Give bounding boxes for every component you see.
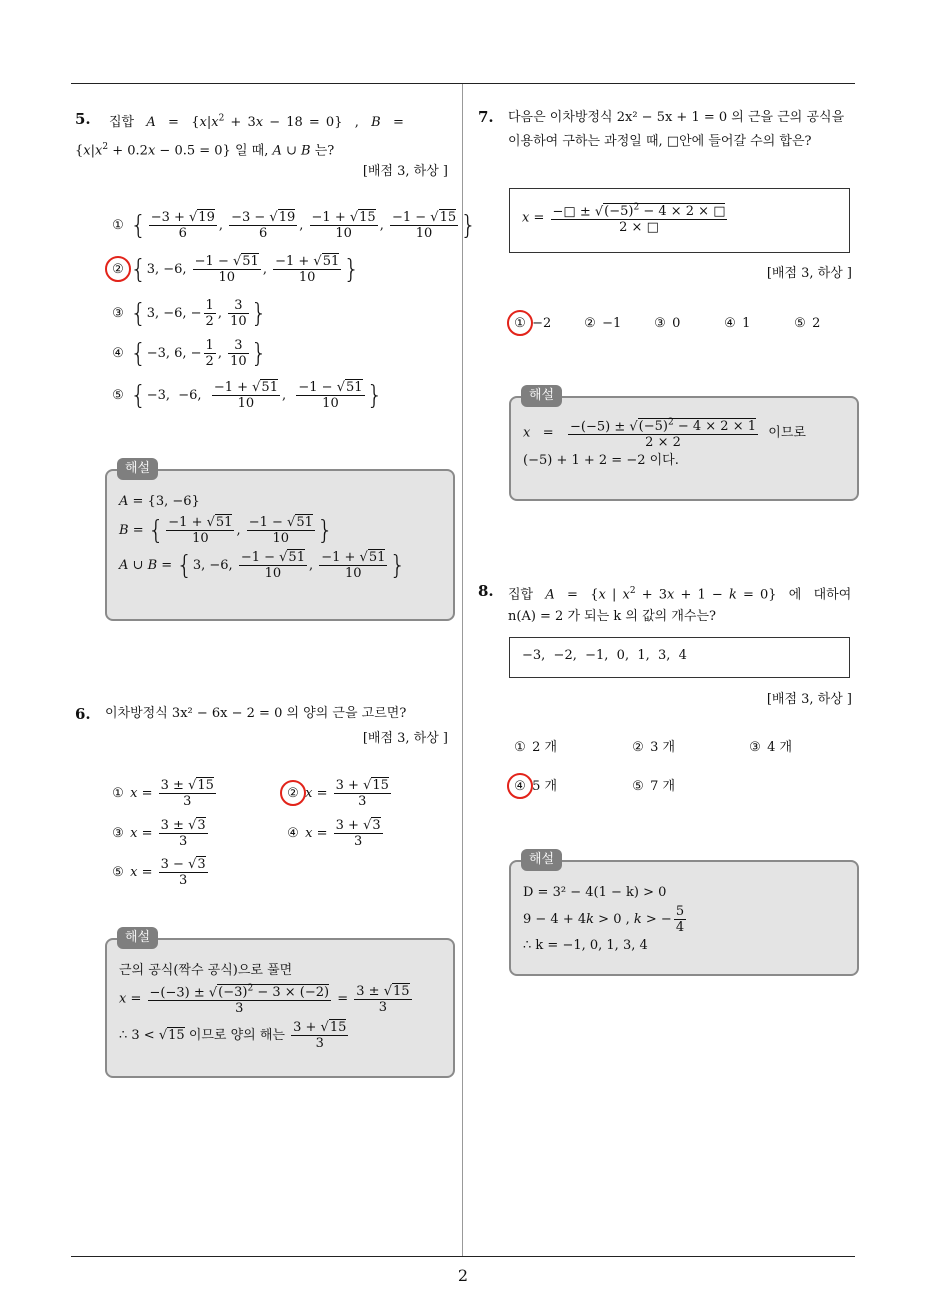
question-text: 다음은 이차방정식 2x² − 5x + 1 = 0 의 근을 근의 공식을 이용하여 구하는 과정일 때, □안에 들어갈 수의 합은? <box>508 110 845 149</box>
option-5[interactable] <box>630 776 675 798</box>
option-value: 2 개 <box>532 740 558 755</box>
question-text-line2: n(A) = 2 가 되는 k 의 값의 개수는? <box>508 609 716 624</box>
option-mark: ① <box>514 740 526 755</box>
solution-box-6 <box>105 930 455 1078</box>
option-mark: ② <box>584 316 596 331</box>
option-mark: ③ <box>112 306 124 321</box>
option-3[interactable] <box>747 737 792 759</box>
solution-line: (−5) + 1 + 2 = −2 이다. <box>523 453 679 469</box>
option-mark: ② <box>632 740 644 755</box>
option-mark: ④ <box>112 346 124 361</box>
score-label: [배점 3, 하상 ] <box>766 266 852 281</box>
option-1[interactable] <box>512 737 557 759</box>
solution-line: D = 3² − 4(1 − k) > 0 <box>523 885 667 900</box>
solution-line: 근의 공식(짝수 공식)으로 풀면 <box>119 963 293 978</box>
values-box <box>509 637 850 678</box>
question-text-line2: $\{x|x^2 + 0.2x - 0.5 = 0\}$ 일 때, A ∪ B 는? <box>75 142 335 159</box>
solution-text: 이므로 <box>768 425 806 441</box>
question-number: 8. <box>478 582 494 600</box>
column-divider <box>462 84 463 1257</box>
option-value: −1 <box>602 316 622 331</box>
option-5[interactable]: ⑤ x = $\frac{3 - √3}{3}$ <box>110 857 210 879</box>
option-4[interactable]: ④ x = $\frac{3 + √3}{3}$ <box>285 818 385 840</box>
values-text: −3, −2, −1, 0, 1, 3, 4 <box>522 648 687 663</box>
option-4[interactable] <box>512 776 557 798</box>
option-5[interactable] <box>792 313 820 335</box>
score-label: [배점 3, 하상 ] <box>766 692 852 707</box>
option-value: 0 <box>672 316 681 331</box>
solution-box-7 <box>509 388 859 501</box>
option-mark: ⑤ <box>112 865 124 880</box>
option-mark: ③ <box>749 740 761 755</box>
option-value: 3 개 <box>650 740 676 755</box>
solution-box-8 <box>509 852 859 976</box>
option-value: 2 <box>812 316 821 331</box>
solution-body: 근의 공식(짝수 공식)으로 풀면 x = $\frac{-(-3) \pm √(-3)^2 - 3 \times (-2)}{3}$ = $\frac{3 \pm √15}{3}$ ∴ 3 < √15 이므로 양의 해는 $\frac{3 + √15}{3}$ <box>119 960 443 1051</box>
option-2[interactable]: ② {3, −6, $\frac{-1 - √51}{10}$ , $\frac{-1 + √51}{10}$ } <box>110 254 360 276</box>
option-mark: ③ <box>112 826 124 841</box>
option-4[interactable] <box>722 313 750 335</box>
option-3[interactable]: ③ x = $\frac{3 \pm √3}{3}$ <box>110 818 210 840</box>
option-5[interactable]: ⑤ {−3, −6, $\frac{-1 + √51}{10}$ , $\frac{-1 - √51}{10}$ } <box>110 380 383 402</box>
option-value: 1 <box>742 316 751 331</box>
option-mark: ① <box>112 786 124 801</box>
option-3[interactable] <box>652 313 680 335</box>
option-value: 4 개 <box>767 740 793 755</box>
solution-body: A = {3, −6} B = { $\frac{-1 + √51}{10}$ , $\frac{-1 - √51}{10}$ } A ∪ B = {3, −6, $\frac{-1 - √51}{10}$ , $\frac{-1 + √51}{10}$ } <box>119 494 406 581</box>
question-text-line1: 집합 A = {x | $x^2 + 3x + 1 - k = 0$} 에 대하여 <box>508 586 852 603</box>
option-2[interactable] <box>630 737 675 759</box>
answer-circle: ④ <box>512 776 528 798</box>
option-mark: ④ <box>724 316 736 331</box>
bottom-rule <box>71 1256 855 1257</box>
solution-tag: 해설 <box>521 385 562 407</box>
option-mark: ④ <box>287 826 299 841</box>
page-number: 2 <box>457 1266 469 1285</box>
option-1[interactable]: ① x = $\frac{3 \pm √15}{3}$ <box>110 778 218 800</box>
question-number: 6. <box>75 705 91 723</box>
question-text: 이차방정식 3x² − 6x − 2 = 0 의 양의 근을 고르면? <box>105 706 407 721</box>
solution-tag: 해설 <box>117 927 158 949</box>
question-number: 7. <box>478 108 494 126</box>
option-2[interactable] <box>582 313 621 335</box>
solution-box-5 <box>105 461 455 621</box>
option-mark: ⑤ <box>794 316 806 331</box>
option-1[interactable]: ① { $\frac{-3 + √19}{6}$ , $\frac{-3 - √19}{6}$ , $\frac{-1 + √15}{10}$ , $\frac{-1 - √15}{10}$ } <box>110 210 477 232</box>
option-value: 5 개 <box>532 779 558 794</box>
option-4[interactable]: ④ {−3, 6, − $\frac{1}{2}$ , $\frac{3}{10}$ } <box>110 338 267 360</box>
score-label: [배점 3, 하상 ] <box>362 731 448 746</box>
option-mark: ① <box>112 218 124 233</box>
score-label: [배점 3, 하상 ] <box>362 164 448 179</box>
solution-line: ∴ k = −1, 0, 1, 3, 4 <box>523 938 648 953</box>
option-3[interactable]: ③ {3, −6, − $\frac{1}{2}$ , $\frac{3}{10}$ } <box>110 298 267 320</box>
solution-text: 이므로 양의 해는 <box>188 1028 285 1044</box>
answer-circle: ① <box>512 313 528 335</box>
option-mark: ⑤ <box>112 388 124 403</box>
question-text: 집합 $A = \{x|x^2 + 3x - 18 = 0\}$ , B = <box>109 114 404 131</box>
solution-body: x = $\frac{-(-5) \pm √(-5)^2 - 4 \times 2 \times 1}{2 \times 2}$ 이므로 (−5) + 1 + 2 = −2 이다. <box>523 416 847 472</box>
option-1[interactable] <box>512 313 551 335</box>
option-value: −2 <box>532 316 552 331</box>
option-mark: ⑤ <box>632 779 644 794</box>
answer-circle: ② <box>285 783 301 805</box>
top-rule <box>71 83 855 84</box>
solution-tag: 해설 <box>521 849 562 871</box>
formula-box: x = $\frac{-□ \pm √(-5)^2 - 4 \times 2 \times □}{2 \times □}$ <box>509 188 850 253</box>
option-mark: ③ <box>654 316 666 331</box>
option-value: 7 개 <box>650 779 676 794</box>
question-number: 5. <box>75 110 91 128</box>
option-2[interactable]: ② x = $\frac{3 + √15}{3}$ <box>285 778 393 800</box>
solution-tag: 해설 <box>117 458 158 480</box>
answer-circle: ② <box>110 259 126 281</box>
solution-body: D = 3² − 4(1 − k) > 0 9 − 4 + 4k > 0 , k > − $\frac{5}{4}$ ∴ k = −1, 0, 1, 3, 4 <box>523 882 847 957</box>
